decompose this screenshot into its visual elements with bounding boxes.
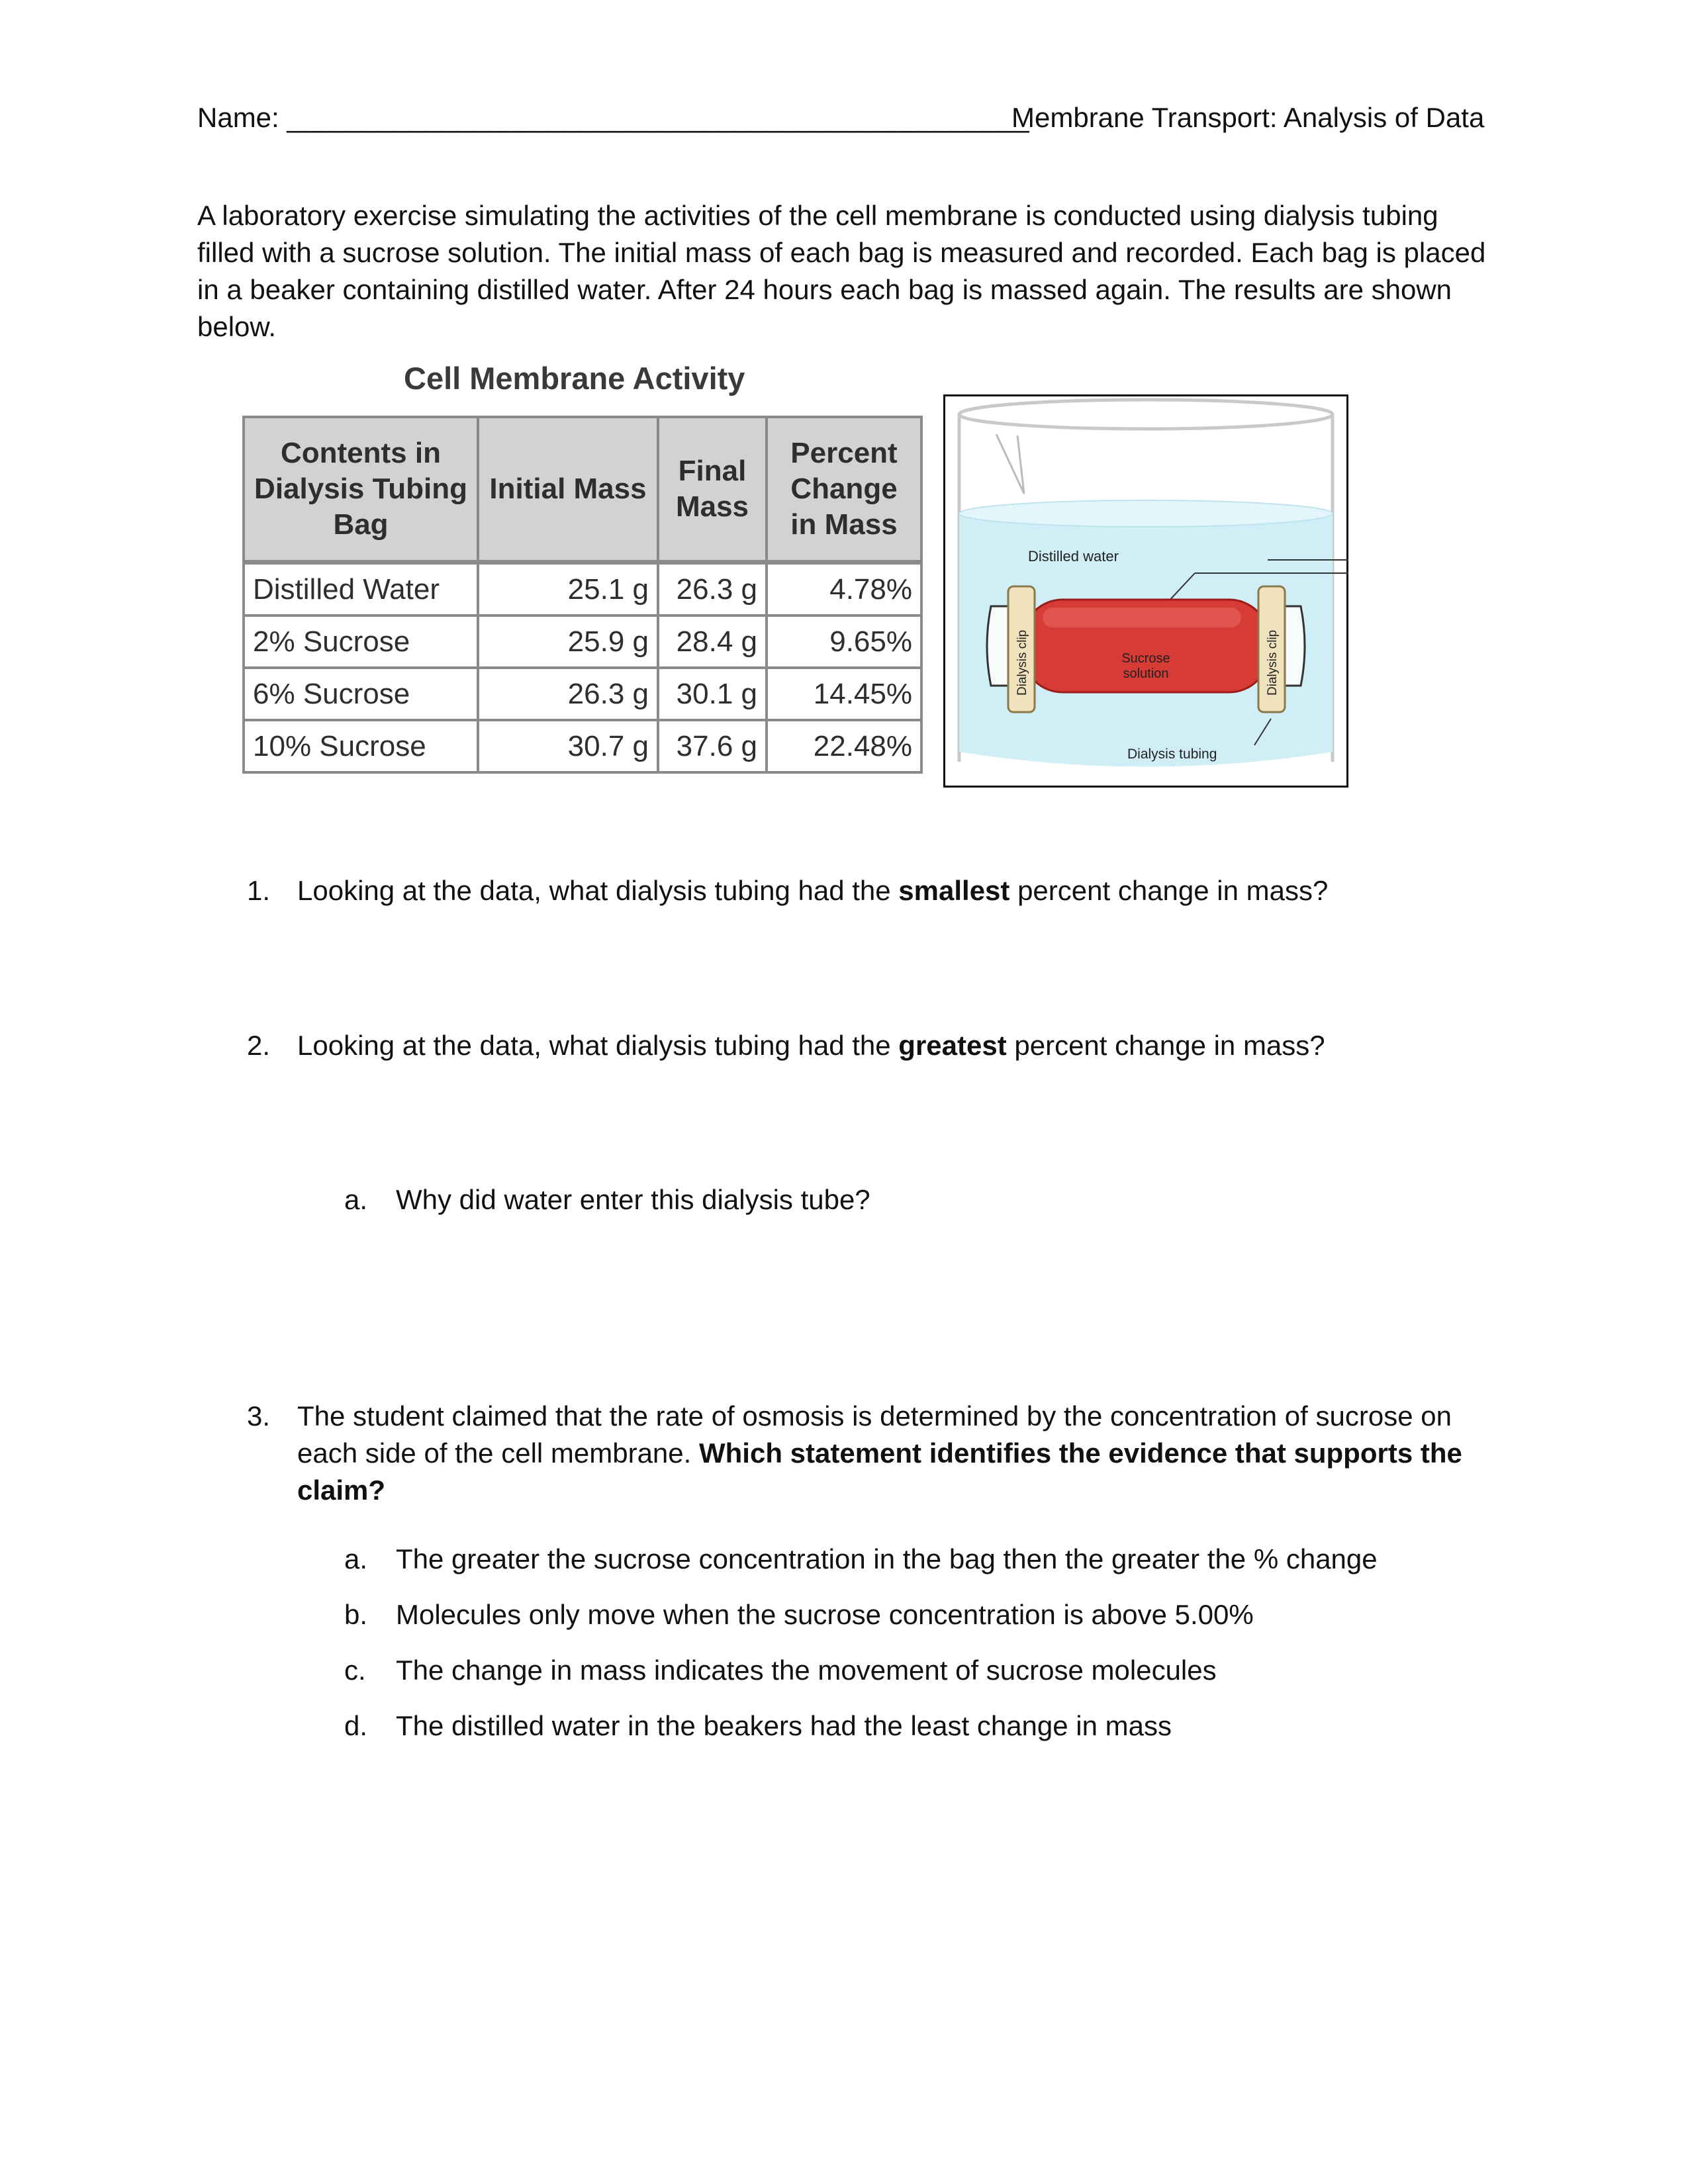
cell-contents: 2% Sucrose — [244, 615, 478, 668]
option-b-letter: b. — [344, 1599, 368, 1630]
cell-final: 37.6 g — [658, 720, 767, 772]
header-contents: Contents in Dialysis Tubing Bag — [244, 417, 478, 563]
name-field — [197, 99, 1029, 136]
label-dialysis-tubing: Dialysis tubing — [1127, 747, 1217, 762]
table-row — [244, 615, 921, 668]
cell-percent: 22.48% — [767, 720, 921, 772]
cell-contents: 6% Sucrose — [244, 668, 478, 720]
cell-final: 28.4 g — [658, 615, 767, 668]
option-d-text[interactable]: The distilled water in the beakers had the least change in mass — [396, 1710, 1172, 1741]
q2a-text: Why did water enter this dialysis tube? — [396, 1184, 870, 1215]
name-label: Name: — [197, 102, 279, 133]
option-c-letter: c. — [344, 1655, 366, 1686]
beaker-diagram — [943, 394, 1348, 788]
header-percent-change: Percent Change in Mass — [767, 417, 921, 563]
label-sucrose-1: Sucrose — [1121, 651, 1170, 666]
table-row — [244, 563, 921, 616]
option-c-text[interactable]: The change in mass indicates the movement of sucrose molecules — [396, 1655, 1217, 1686]
header-final-mass: Final Mass — [658, 417, 767, 563]
q2-number: 2. — [247, 1030, 271, 1061]
q3-number: 3. — [247, 1400, 271, 1432]
q3-line-1: The student claimed that the rate of osmosis is determined by the concentration of sucrose on — [297, 1400, 1452, 1432]
cell-percent: 9.65% — [767, 615, 921, 668]
table-row — [244, 720, 921, 772]
label-sucrose-2: solution — [1123, 666, 1169, 681]
label-distilled-water: Distilled water — [1028, 548, 1119, 565]
intro-paragraph: A laboratory exercise simulating the activities of the cell membrane is conducted using dialysis tubing filled with a sucrose solution. The initial mass of each bag is measured and recorded. Each bag is placed in a beaker containing distilled water. After 24 hours each bag is massed again. The results are shown below. — [197, 200, 1486, 342]
water-surface — [959, 500, 1333, 527]
q2a-letter: a. — [344, 1184, 368, 1215]
q3-text — [297, 1398, 1502, 1509]
data-table — [242, 416, 923, 774]
cell-percent: 14.45% — [767, 668, 921, 720]
table-row — [244, 668, 921, 720]
cell-initial: 30.7 g — [478, 720, 658, 772]
option-d-letter: d. — [344, 1710, 368, 1741]
cell-initial: 25.1 g — [478, 563, 658, 616]
cell-final: 30.1 g — [658, 668, 767, 720]
label-clip-right: Dialysis clip — [1266, 629, 1280, 696]
table-title: Cell Membrane Activity — [404, 361, 745, 396]
worksheet-title: Membrane Transport: Analysis of Data — [1011, 102, 1485, 133]
header-initial-mass: Initial Mass — [478, 417, 658, 563]
beaker-rim — [959, 400, 1333, 429]
q1-number: 1. — [247, 875, 271, 906]
cell-percent: 4.78% — [767, 563, 921, 616]
option-b-text[interactable]: Molecules only move when the sucrose concentration is above 5.00% — [396, 1599, 1254, 1630]
cell-contents: Distilled Water — [244, 563, 478, 616]
cell-final: 26.3 g — [658, 563, 767, 616]
name-blank-line[interactable]: ________________________________________________ — [287, 102, 1029, 133]
cell-contents: 10% Sucrose — [244, 720, 478, 772]
q2-text: Looking at the data, what dialysis tubing had the greatest percent change in mass? — [297, 1030, 1325, 1061]
cell-initial: 26.3 g — [478, 668, 658, 720]
option-a-text[interactable]: The greater the sucrose concentration in the bag then the greater the % change — [396, 1543, 1378, 1574]
bag-highlight — [1043, 608, 1241, 627]
cell-initial: 25.9 g — [478, 615, 658, 668]
table-header-row — [244, 417, 921, 563]
q3-line-3: claim? — [297, 1475, 386, 1506]
q3-line-2: each side of the cell membrane. Which statement identifies the evidence that supports the — [297, 1437, 1462, 1469]
option-a-letter: a. — [344, 1543, 368, 1574]
q1-text: Looking at the data, what dialysis tubing had the smallest percent change in mass? — [297, 875, 1329, 906]
label-clip-left: Dialysis clip — [1015, 629, 1029, 696]
